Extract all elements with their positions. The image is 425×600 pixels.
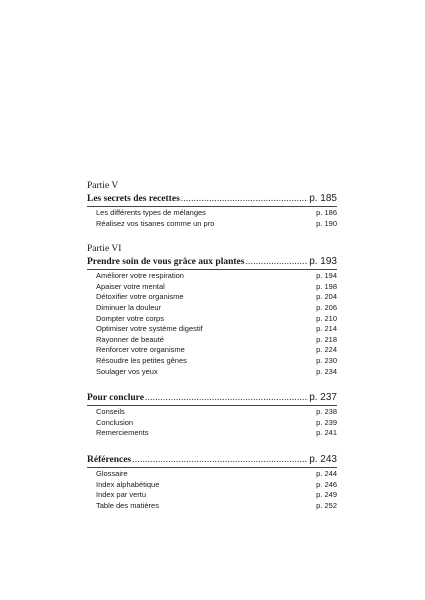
entry-page: p. 214 — [316, 324, 337, 334]
entry-page: p. 230 — [316, 355, 337, 365]
chapter-page-number: p. 185 — [309, 193, 337, 204]
chapter-title: Références — [87, 454, 132, 465]
entry-page: p. 239 — [316, 417, 337, 427]
toc-entry[interactable] — [87, 314, 337, 325]
toc-entry[interactable] — [87, 418, 337, 429]
chapter-heading[interactable] — [87, 391, 337, 405]
entry-label: Les différents types de mélanges — [96, 208, 206, 217]
part-label: Partie V — [87, 181, 119, 191]
entry-label: Dompter votre corps — [96, 313, 164, 323]
dot-leader — [145, 391, 308, 405]
toc-section-references — [87, 453, 337, 511]
entry-label: Index alphabétique — [96, 479, 160, 489]
toc-entry[interactable] — [87, 480, 337, 491]
dot-leader — [132, 453, 308, 467]
entry-label: Index par vertu — [96, 490, 147, 500]
entry-page: p. 186 — [316, 208, 337, 217]
dot-leader — [245, 255, 308, 269]
entry-label: Conclusion — [96, 417, 134, 427]
chapter-title: Pour conclure — [87, 393, 144, 404]
entry-page: p. 210 — [316, 313, 337, 323]
part-label: Partie VI — [87, 244, 122, 255]
toc-entry[interactable] — [87, 469, 337, 480]
entry-label: Table des matières — [96, 500, 159, 510]
entry-label: Soulager vos yeux — [96, 366, 158, 376]
toc-entry[interactable] — [87, 345, 337, 356]
entry-label: Renforcer votre organisme — [96, 345, 185, 355]
entry-page: p. 252 — [316, 500, 337, 510]
chapter-heading[interactable] — [87, 192, 337, 206]
chapter-underline — [87, 206, 337, 207]
chapter-underline — [87, 405, 337, 406]
entry-label: Résoudre les petites gênes — [96, 355, 187, 365]
dot-leader — [181, 192, 308, 206]
entry-label: Optimiser votre système digestif — [96, 324, 203, 334]
entry-label: Améliorer votre respiration — [96, 271, 184, 281]
chapter-page-number: p. 237 — [309, 392, 337, 404]
entry-label: Conseils — [96, 407, 125, 417]
toc-section-partie-vi — [87, 243, 337, 377]
entry-page: p. 204 — [316, 292, 337, 302]
entry-page: p. 244 — [316, 468, 337, 478]
entry-label: Rayonner de beauté — [96, 334, 164, 344]
toc-entry[interactable] — [87, 271, 337, 282]
entry-label: Diminuer la douleur — [96, 302, 162, 312]
table-of-contents — [87, 180, 337, 525]
toc-entry[interactable] — [87, 356, 337, 367]
entry-label: Remerciements — [96, 428, 149, 438]
chapter-title: Prendre soin de vous grâce aux plantes — [87, 257, 245, 268]
chapter-underline — [87, 269, 337, 270]
toc-entry[interactable] — [87, 407, 337, 418]
toc-entry[interactable] — [87, 335, 337, 346]
entry-page: p. 206 — [316, 302, 337, 312]
chapter-title: Les secrets des recettes — [87, 194, 180, 204]
chapter-underline — [87, 467, 337, 468]
chapter-heading[interactable] — [87, 255, 337, 269]
entry-page: p. 194 — [316, 271, 337, 281]
entry-page: p. 249 — [316, 490, 337, 500]
entry-page: p. 241 — [316, 428, 337, 438]
entry-page: p. 198 — [316, 281, 337, 291]
chapter-page-number: p. 193 — [309, 256, 337, 268]
entry-page: p. 224 — [316, 345, 337, 355]
entry-label: Apaiser votre mental — [96, 281, 165, 291]
entry-label: Réalisez vos tisanes comme un pro — [96, 218, 215, 228]
toc-section-partie-v — [87, 180, 337, 229]
toc-entry[interactable] — [87, 501, 337, 512]
toc-entry[interactable] — [87, 324, 337, 335]
toc-entry[interactable] — [87, 208, 337, 219]
toc-entry[interactable] — [87, 490, 337, 501]
entry-page: p. 246 — [316, 479, 337, 489]
toc-entry[interactable] — [87, 282, 337, 293]
toc-entry[interactable] — [87, 292, 337, 303]
chapter-heading[interactable] — [87, 453, 337, 467]
toc-entry[interactable] — [87, 303, 337, 314]
entry-label: Détoxifier votre organisme — [96, 292, 184, 302]
toc-section-pour-conclure — [87, 391, 337, 439]
chapter-page-number: p. 243 — [309, 453, 337, 465]
toc-entry[interactable] — [87, 367, 337, 378]
entry-page: p. 190 — [316, 218, 337, 228]
entry-page: p. 218 — [316, 334, 337, 344]
toc-entry[interactable] — [87, 219, 337, 230]
toc-entry[interactable] — [87, 428, 337, 439]
entry-page: p. 234 — [316, 366, 337, 376]
entry-page: p. 238 — [316, 407, 337, 417]
entry-label: Glossaire — [96, 468, 128, 478]
